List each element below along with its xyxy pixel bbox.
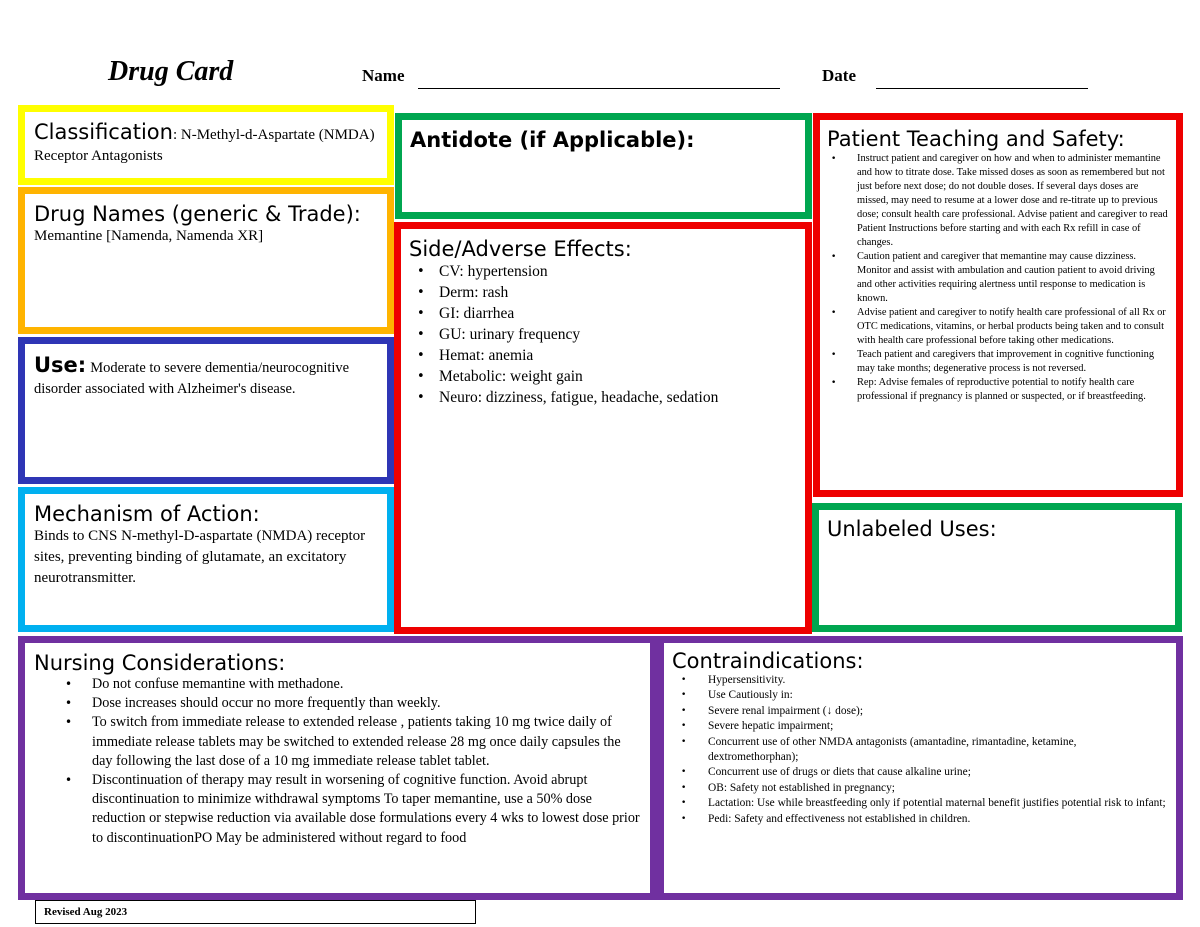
date-label: Date	[822, 66, 856, 85]
list-item: • Do not confuse memantine with methadone.	[92, 675, 641, 694]
unlabeled-uses-heading: Unlabeled Uses:	[827, 517, 997, 541]
use-heading: Use:	[34, 353, 87, 377]
use-text: Moderate to severe dementia/neurocognitive disorder associated with Alzheimer's disease.	[34, 360, 350, 397]
page-title: Drug Card	[108, 56, 234, 87]
antidote-heading: Antidote (if Applicable):	[410, 128, 695, 152]
classification-heading: Classification	[34, 120, 173, 144]
list-item: • Teach patient and caregivers that improvement in cognitive functioning may take months; degenerative process is not reversed.	[857, 348, 1168, 376]
list-item: • Severe hepatic impairment;	[708, 719, 1168, 734]
list-item: • Discontinuation of therapy may result in worsening of cognitive function. Avoid abrupt discontinuation to minimize withdrawal symptoms To taper memantine, use a 50% dose reduction or stepwise reduction via available dose formulations every 4 wks to lowest dose prior to discontinuationPO May be administered without regard to food	[92, 771, 641, 848]
nursing-heading: Nursing Considerations:	[34, 651, 286, 675]
unlabeled-uses-box	[812, 503, 1182, 632]
list-item: • CV: hypertension	[439, 261, 797, 282]
mechanism-heading: Mechanism of Action:	[34, 502, 260, 526]
patient-teaching-heading: Patient Teaching and Safety:	[827, 127, 1125, 151]
list-item: • Severe renal impairment (↓ dose);	[708, 704, 1168, 719]
list-item: • Rep: Advise females of reproductive potential to notify health care professional if pregnancy is planned or suspected, or if breastfeeding.	[857, 376, 1168, 404]
drug-names-heading: Drug Names (generic & Trade):	[34, 202, 361, 226]
revised-label: Revised Aug 2023	[35, 900, 476, 924]
list-item: • Dose increases should occur no more frequently than weekly.	[92, 694, 641, 713]
side-effects-list	[409, 261, 797, 408]
contraindications-heading: Contraindications:	[672, 649, 864, 673]
antidote-box	[395, 113, 812, 219]
date-field[interactable]	[876, 88, 1088, 89]
name-field[interactable]	[418, 88, 780, 89]
patient-teaching-list	[827, 152, 1168, 404]
list-item: • Lactation: Use while breastfeeding only if potential maternal benefit justifies potential risk to infant;	[708, 796, 1168, 811]
side-effects-box	[394, 222, 812, 634]
list-item: • Neuro: dizziness, fatigue, headache, sedation	[439, 387, 797, 408]
list-item: • Concurrent use of drugs or diets that cause alkaline urine;	[708, 765, 1168, 780]
contraindications-list	[672, 673, 1168, 827]
list-item: • Instruct patient and caregiver on how and when to administer memantine and how to titrate dose. Take missed doses as soon as remembered but not just before next dose; do not double doses. If several days doses are missed, may need to resume at a lower dose and re-titrate up to previous dose; consult health care professional. Advise patient and caregiver to read Patient Instructions before starting and with each Rx refill in case of changes.	[857, 152, 1168, 250]
contraindications-box	[657, 636, 1183, 900]
list-item: • GI: diarrhea	[439, 303, 797, 324]
list-item: • Hypersensitivity.	[708, 673, 1168, 688]
list-item: • Metabolic: weight gain	[439, 366, 797, 387]
list-item: • Caution patient and caregiver that memantine may cause dizziness. Monitor and assist with ambulation and caution patient to avoid driving and other activities requiring alertness until response to medication is known.	[857, 250, 1168, 306]
list-item: • Use Cautiously in:	[708, 688, 1168, 703]
use-box	[18, 337, 394, 484]
drug-names-text: Memantine [Namenda, Namenda XR]	[34, 228, 264, 244]
mechanism-box	[18, 487, 394, 632]
classification-text: : N-Methyl-d-Aspartate (NMDA) Receptor Antagonists	[34, 127, 375, 164]
classification-box	[18, 105, 394, 185]
list-item: • OB: Safety not established in pregnancy;	[708, 781, 1168, 796]
list-item: • Advise patient and caregiver to notify health care professional of all Rx or OTC medications, vitamins, or herbal products being taken and to consult with health care professional before taking other medications.	[857, 306, 1168, 348]
side-effects-heading: Side/Adverse Effects:	[409, 237, 632, 261]
mechanism-text: Binds to CNS N-methyl-D-aspartate (NMDA) receptor sites, preventing binding of glutamate, an excitatory neurotransmitter.	[34, 528, 366, 586]
drug-names-box	[18, 187, 394, 334]
nursing-list	[34, 675, 641, 848]
patient-teaching-box	[813, 113, 1183, 497]
list-item: • To switch from immediate release to extended release , patients taking 10 mg twice daily of immediate release tablets may be switched to extended release 28 mg once daily capsules the day following the last dose of a 10 mg immediate release tablet tablet.	[92, 713, 641, 771]
list-item: • Derm: rash	[439, 282, 797, 303]
name-label: Name	[362, 66, 405, 85]
nursing-box	[18, 636, 657, 900]
list-item: • GU: urinary frequency	[439, 324, 797, 345]
list-item: • Hemat: anemia	[439, 345, 797, 366]
list-item: • Pedi: Safety and effectiveness not established in children.	[708, 812, 1168, 827]
list-item: • Concurrent use of other NMDA antagonists (amantadine, rimantadine, ketamine, dextromethorphan);	[708, 735, 1168, 766]
